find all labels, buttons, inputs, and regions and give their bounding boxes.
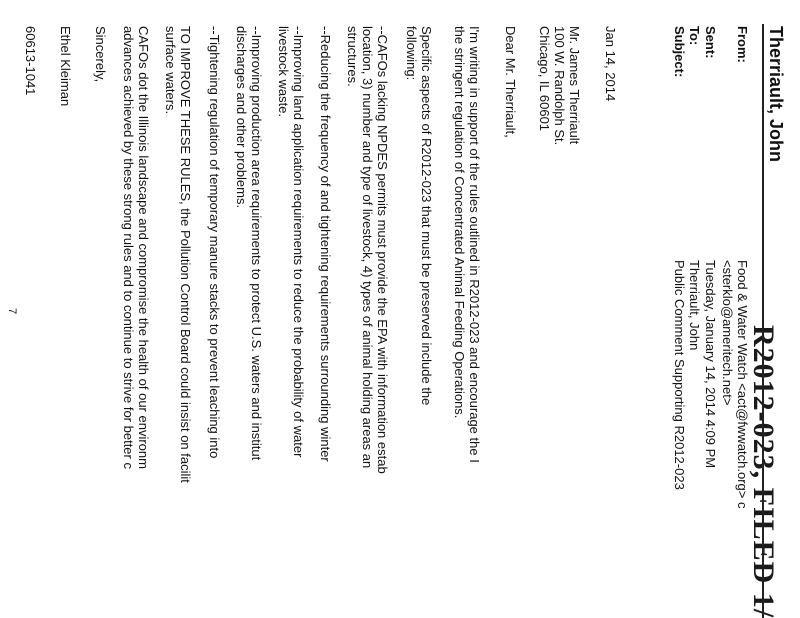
bullet-2-line-1: --Reducing the frequency of and tightening requirements surrounding winter xyxy=(318,26,333,462)
closing-para1-line-2: surface waters. xyxy=(163,26,178,115)
to-label: To: xyxy=(687,26,702,46)
bullet-4-line-1: --Improving production area requirements to protect U.S. waters and institut xyxy=(249,26,264,461)
bullet-4-line-2: discharges and other problems. xyxy=(234,26,249,209)
signature-name: Ethel Kleiman xyxy=(58,26,73,107)
address-line-2: 100 W. Randolph St. xyxy=(552,26,567,146)
signoff: Sincerely, xyxy=(93,26,108,83)
bullet-1-line-2: location, 3) number and type of livestock, 4) types of animal holding areas an xyxy=(360,26,375,469)
closing-para1-line-1: TO IMPROVE THESE RULES, the Pollution Control Board could insist on facilit xyxy=(178,26,193,483)
from-label: From: xyxy=(735,26,750,63)
sent-value: Tuesday, January 14, 2014 4:09 PM xyxy=(703,260,718,469)
bullet-3-line-2: livestock waste. xyxy=(276,26,291,118)
subject-value: Public Comment Supporting R2012-023 xyxy=(672,260,687,490)
to-value: Therriault, John xyxy=(687,260,702,351)
salutation: Dear Mr. Therriault, xyxy=(503,26,518,138)
address-line-3: Chicago, IL 60601 xyxy=(537,26,552,132)
filing-stamp: R2012-023, FILED 1/ xyxy=(747,325,780,618)
address-line-1: Mr. James Therriault xyxy=(567,26,582,145)
letter-date: Jan 14, 2014 xyxy=(603,26,618,102)
aspects-line-2: following: xyxy=(404,26,419,81)
bullet-1-line-1: --CAFOs lacking NPDES permits must provide the EPA with information estab xyxy=(375,26,390,474)
header-rule xyxy=(762,24,764,618)
bullet-3-line-1: --Improving land application requirements to reduce the probability of water xyxy=(291,26,306,458)
sent-label: Sent: xyxy=(703,26,718,59)
intro-line-2: the stringent regulation of Concentrated Animal Feeding Operations. xyxy=(452,26,467,419)
subject-label: Subject: xyxy=(672,26,687,78)
bullet-5-line-1: --Tightening regulation of temporary manure stacks to prevent leaching into xyxy=(207,26,222,459)
bullet-1-line-3: structures. xyxy=(345,26,360,87)
closing-para2-line-1: CAFOs dot the Illinois landscape and compromise the health of our environm xyxy=(136,26,151,469)
page-number: 7 xyxy=(6,308,18,315)
sender-name: Therriault, John xyxy=(766,26,786,163)
from-email: <sterklo@ameritech.net> xyxy=(720,260,735,406)
aspects-line-1: Specific aspects of R2012-023 that must be preserved include the xyxy=(419,26,434,406)
from-value: Food & Water Watch <act@fwwatch.org> c xyxy=(735,260,750,509)
closing-para2-line-2: advances achieved by these strong rules and to continue to strive for better c xyxy=(121,26,136,469)
signature-zip: 60613-1041 xyxy=(23,26,38,96)
intro-line-1: I'm writing in support of the rules outlined in R2012-023 and encourage the I xyxy=(467,26,482,463)
